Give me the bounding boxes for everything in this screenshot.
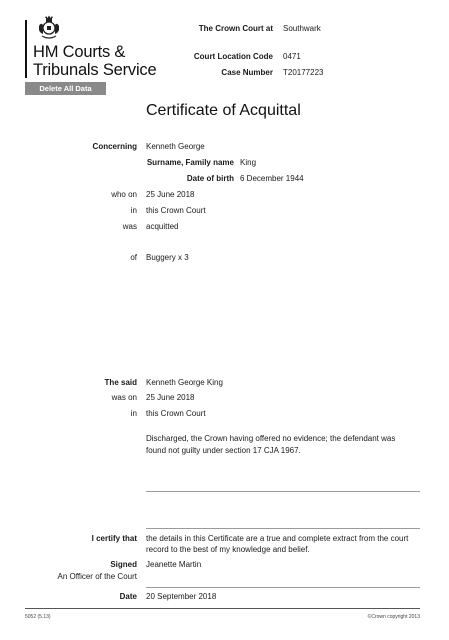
case-number-label: Case Number xyxy=(221,68,273,77)
org-name-line2: Tribunals Service xyxy=(33,61,157,79)
court-location-code-value: 0471 xyxy=(283,52,301,61)
page-title: Certificate of Acquittal xyxy=(146,102,301,119)
outcome-line1: Discharged, the Crown having offered no evidence; the defendant was xyxy=(146,434,396,443)
dob-label: Date of birth xyxy=(186,174,234,183)
who-on-label: who on xyxy=(111,190,137,199)
case-number-value: T20177223 xyxy=(283,68,324,77)
was-on-label: was on xyxy=(111,393,137,402)
signature-divider xyxy=(146,587,420,588)
date-label: Date xyxy=(119,592,137,601)
footer-rule xyxy=(25,608,420,609)
signed-by-value: Jeanette Martin xyxy=(146,560,202,569)
surname-value: King xyxy=(240,158,257,167)
royal-crest-icon xyxy=(36,14,62,40)
section-divider xyxy=(146,491,420,492)
court-location-code-label: Court Location Code xyxy=(193,52,273,61)
certify-text-line2: record to the best of my knowledge and belief. xyxy=(146,545,310,554)
certify-divider xyxy=(146,528,420,529)
in-label: in xyxy=(130,206,137,215)
concerning-name: Kenneth George xyxy=(146,142,205,151)
certify-text-line1: the details in this Certificate are a true and complete extract from the court xyxy=(146,534,409,543)
the-said-label: The said xyxy=(104,378,137,387)
was-on-value: 25 June 2018 xyxy=(146,393,195,402)
dob-value: 6 December 1944 xyxy=(240,174,304,183)
officer-label: An Officer of the Court xyxy=(57,572,137,581)
the-said-name: Kenneth George King xyxy=(146,378,223,387)
logo-rule xyxy=(25,20,27,78)
court-label: The Crown Court at xyxy=(198,24,273,33)
certify-label: I certify that xyxy=(91,534,137,543)
was-value: acquitted xyxy=(146,222,179,231)
signed-label: Signed xyxy=(110,560,137,569)
delete-all-data-button[interactable]: Delete All Data xyxy=(25,82,106,95)
copyright-notice: ©Crown copyright 2013 xyxy=(367,614,420,620)
offence-value: Buggery x 3 xyxy=(146,253,189,262)
surname-label: Surname, Family name xyxy=(146,158,234,167)
said-in-label: in xyxy=(130,409,137,418)
was-label: was xyxy=(122,222,137,231)
org-name-line1: HM Courts & xyxy=(33,43,126,61)
said-in-value: this Crown Court xyxy=(146,409,206,418)
outcome-line2: found not guilty under section 17 CJA 1967. xyxy=(146,446,301,455)
in-value: this Crown Court xyxy=(146,206,206,215)
form-code: 5052 (5.13) xyxy=(25,614,51,620)
of-label: of xyxy=(130,253,137,262)
who-on-value: 25 June 2018 xyxy=(146,190,195,199)
court-value: Southwark xyxy=(283,24,321,33)
concerning-label: Concerning xyxy=(92,142,137,151)
date-value: 20 September 2018 xyxy=(146,592,217,601)
